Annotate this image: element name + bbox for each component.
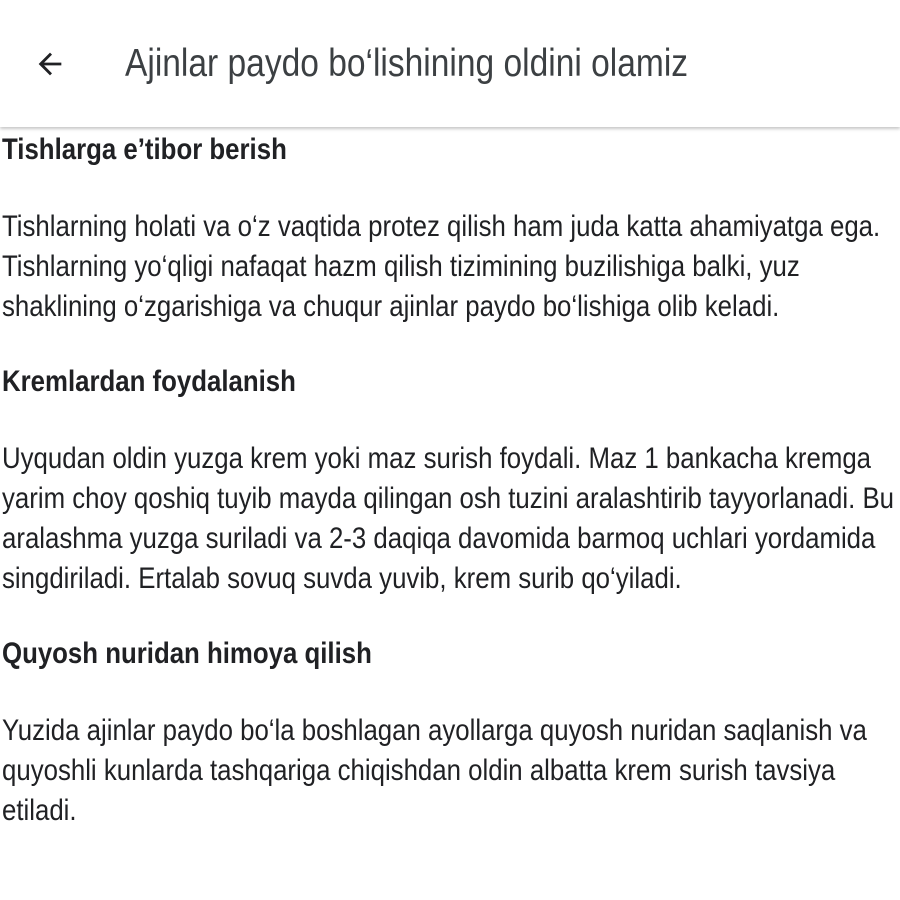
section-body-creams: Uyqudan oldin yuzga krem yoki maz surish foydali. Maz 1 bankacha kremga yarim choy qoshiq tuyib mayda qilingan osh tuzini aralashtirib tayyorlanadi. Bu aralashma yuzga suriladi va 2-3 daqiqa davomida barmoq uchlari yordamida singdiriladi. Ertalab sovuq suvda yuvib, krem surib qo‘yiladi. — [2, 442, 895, 595]
section-heading-creams: Kremlardan foydalanish — [2, 365, 296, 398]
article-content — [2, 128, 896, 831]
section-body-sun: Yuzida ajinlar paydo bo‘la boshlagan ayollarga quyosh nuridan saqlanish va quyoshli kunlarda tashqariga chiqishdan oldin albatta krem surish tavsiya etiladi. — [2, 714, 867, 827]
page-title: Ajinlar paydo bo‘lishining oldini olamiz — [125, 42, 689, 85]
section-heading-sun: Quyosh nuridan himoya qilish — [2, 637, 372, 670]
back-button[interactable] — [22, 36, 78, 92]
section-heading-teeth: Tishlarga e’tibor berish — [2, 133, 287, 166]
section-body-teeth: Tishlarning holati va o‘z vaqtida protez qilish ham juda katta ahamiyatga ega. Tishlarning yo‘qligi nafaqat hazm qilish tizimining buzilishiga balki, yuz shaklining o‘zgarishiga va chuqur ajinlar paydo bo‘lishiga olib keladi. — [2, 210, 881, 323]
arrow-left-icon — [33, 47, 67, 81]
app-bar — [0, 0, 900, 127]
